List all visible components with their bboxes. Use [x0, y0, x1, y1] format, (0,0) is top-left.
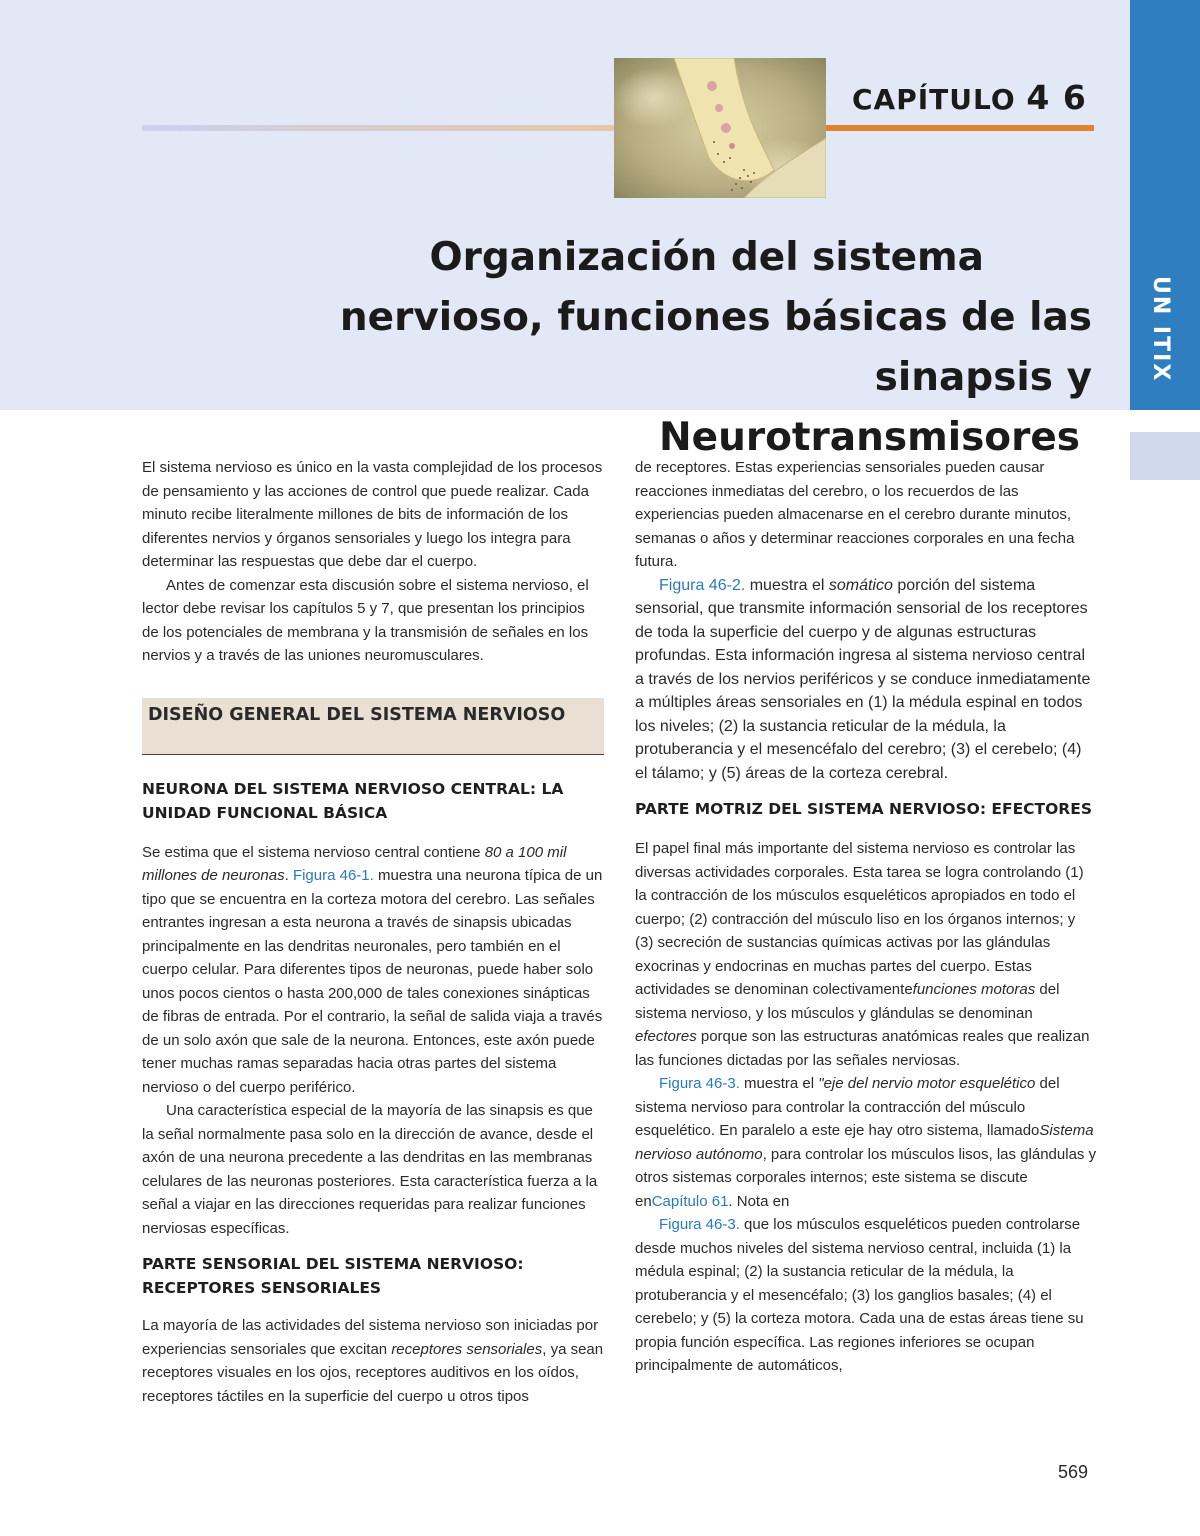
chapter-opener-synapse-illustration	[614, 58, 826, 198]
text-run: muestra el	[739, 1075, 819, 1092]
chapter-label: CAPÍTULO	[852, 83, 1016, 116]
page-number: 569	[1058, 1462, 1089, 1482]
text-run: porque son las estructuras anatómicas reales que realizan las funciones dictadas por las señales nerviosas.	[635, 1028, 1090, 1069]
text-run: , ya sean receptores visuales en los ojos, receptores auditivos en los oídos, receptores táctiles en la superficie del cuerpo u otros tipos	[142, 1340, 604, 1405]
text-run: muestra una neurona típica de un tipo que se encuentra en la corteza motora del cerebro. Las señales entrantes ingresan a esta neurona a través de sinapsis ubicadas principalmente en las dendritas neuronales, pero también en el cuerpo celular. Para diferentes tipos de neuronas, puede haber solo unos pocos cientos o hasta 200,000 de tales conexiones sinápticas de fibras de entrada. Por el contrario, la señal de salida viaja a través de un solo axón que sale de la neurona. Entonces, este axón puede tener muchas ramas separadas hacia otras partes del sistema nervioso o del cuerpo periférico.	[142, 867, 603, 1096]
intro-paragraph-1: El sistema nervioso es único en la vasta complejidad de los procesos de pensamiento y las acciones de control que puede realizar. Cada minuto recibe literalmente millones de bits de información de los diferentes nervios y órganos sensoriales y luego los integra para determinar las respuestas que debe dar el cuerpo.	[142, 459, 603, 570]
chapter-number: 4 6	[1026, 78, 1087, 117]
motor-paragraph	[635, 837, 1097, 1072]
text-run: .	[284, 867, 293, 884]
figure-46-2-link[interactable]: Figura 46-2.	[659, 576, 746, 594]
title-line-1: Organización del sistema	[429, 235, 984, 280]
emphasis-text: Sistema nervioso autónomo	[635, 1122, 1094, 1163]
emphasis-text: 80 a 100 mil millones de neuronas	[142, 843, 567, 884]
neuron-paragraph-2: Una característica especial de la mayoría de las sinapsis es que la señal normalmente pasa solo en la dirección de avance, desde el axón de una neurona precedente a las dendritas en las membranas celulares de las neuronas posteriores. Esta característica fuerza a la señal a viajar en las direcciones requeridas para realizar funciones nerviosas específicas.	[142, 1102, 598, 1237]
subheading-sensory: PARTE SENSORIAL DEL SISTEMA NERVIOSO: RECEPTORES SENSORIALES	[142, 1255, 524, 1297]
title-line-2: nervioso, funciones básicas de las sinapsis y	[339, 295, 1092, 400]
header-rule-left	[142, 125, 617, 131]
title-line-3: Neurotransmisores	[659, 415, 1080, 460]
emphasis-text: funciones motoras	[912, 981, 1036, 998]
figure-46-3-link[interactable]: Figura 46-3.	[659, 1075, 740, 1092]
text-run: muestra el	[745, 576, 829, 594]
text-run: El papel final más importante del sistema nervioso es controlar las diversas actividades corporales. Esta tarea se logra controlando (1) la contracción de los músculos esqueléticos apropiados en todo el cuerpo; (2) contracción del músculo liso en los órganos internos; y (3) secreción de sustancias químicas activas por las glándulas exocrinas y endocrinas en muchas partes del cuerpo. Estas actividades se denominan colectivamente	[635, 840, 1084, 998]
figure-46-1-link[interactable]: Figura 46-1.	[292, 867, 374, 884]
header-rule-right	[826, 125, 1094, 131]
right-column	[635, 456, 1097, 1378]
section-heading-box	[142, 698, 604, 755]
left-column	[142, 456, 604, 1408]
chapter-heading	[852, 78, 1087, 117]
section-heading: DISEÑO GENERAL DEL SISTEMA NERVIOSO	[148, 704, 566, 725]
intro-paragraph-2: Antes de comenzar esta discusión sobre el sistema nervioso, el lector debe revisar los capítulos 5 y 7, que presentan los principios de los potenciales de membrana y la transmisión de señales en los nervios y a través de las uniones neuromusculares.	[142, 576, 589, 664]
neuron-paragraph-1	[142, 841, 604, 1100]
figure-46-2-paragraph	[635, 574, 1097, 786]
emphasis-text: efectores	[635, 1028, 697, 1045]
emphasis-text: "eje del nervio motor esquelético	[818, 1075, 1036, 1092]
emphasis-text: somático	[828, 576, 893, 594]
subheading-neuron: NEURONA DEL SISTEMA NERVIOSO CENTRAL: LA UNIDAD FUNCIONAL BÁSICA	[142, 779, 564, 822]
emphasis-text: receptores sensoriales	[391, 1340, 543, 1358]
text-run: del sistema nervioso para controlar la contracción del músculo esquelético. En paralelo a este eje hay otro sistema, llamado	[635, 1075, 1060, 1139]
page-title	[192, 228, 1092, 468]
unit-side-tab-label: UN ITIX	[1148, 276, 1173, 383]
text-run: La mayoría de las actividades del sistema nervioso son iniciadas por experiencias sensoriales que excitan	[142, 1317, 599, 1358]
side-tab-lower	[1130, 432, 1200, 480]
chapter-61-link[interactable]: Capítulo 61	[651, 1192, 729, 1210]
figure-46-3-link-2[interactable]: Figura 46-3.	[659, 1216, 740, 1233]
text-run: porción del sistema sensorial, que transmite información sensorial de los receptores de toda la superficie del cuerpo y de algunas estructuras profundas. Esta información ingresa al sistema nervioso central a través de los nervios periféricos y se conduce inmediatamente a múltiples áreas sensoriales en (1) la médula espinal en todos los niveles; (2) la sustancia reticular de la médula, la protuberancia y el mesencéfalo del cerebro; (3) el cerebelo; (4) el tálamo; y (5) áreas de la corteza cerebral.	[635, 576, 1091, 782]
figure-46-3-paragraph	[635, 1072, 1097, 1213]
text-run: , para controlar los músculos lisos, las glándulas y otros sistemas corporales internos; este sistema se discute en	[635, 1145, 1097, 1210]
figure-46-3-paragraph-2	[635, 1213, 1097, 1378]
text-run: que los músculos esqueléticos pueden controlarse desde muchos niveles del sistema nervioso central, incluida (1) la médula espinal; (2) la sustancia reticular de la médula, la protuberancia y el mesencéfalo; (3) los ganglios basales; (4) el cerebelo; y (5) la corteza motora. Cada una de estas áreas tiene su propia función específica. Las regiones inferiores se ocupan principalmente de automáticos,	[635, 1216, 1084, 1374]
text-run: del sistema nervioso, y los músculos y glándulas se denominan	[635, 981, 1060, 1022]
sensory-paragraph	[142, 1314, 604, 1408]
text-run: . Nota en	[728, 1192, 790, 1210]
continued-paragraph: de receptores. Estas experiencias sensoriales pueden causar reacciones inmediatas del cerebro, o los recuerdos de las experiencias pueden almacenarse en el cerebro durante minutos, semanas o años y determinar reacciones corporales en una fecha futura.	[635, 459, 1075, 570]
text-run: Se estima que el sistema nervioso central contiene	[142, 843, 485, 861]
subheading-motor: PARTE MOTRIZ DEL SISTEMA NERVIOSO: EFECTORES	[635, 800, 1092, 818]
